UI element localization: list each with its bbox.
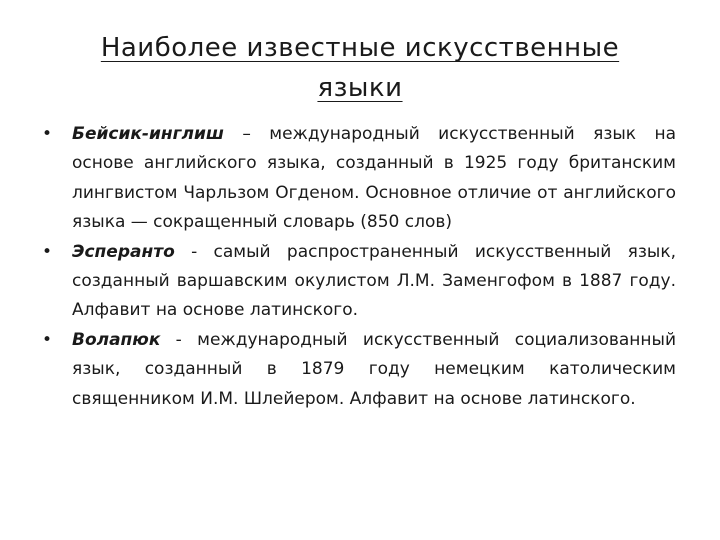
term-basic-english: Бейсик-инглиш bbox=[72, 124, 224, 144]
definition-basic-english: – международный искусственный язык на основе английского языка, созданный в 1925 году британским лингвистом Чарльзом Огденом. Основное отличие от английского языка — сокращенный словарь (850 слов) bbox=[72, 124, 676, 233]
list-item-esperanto bbox=[40, 238, 676, 326]
bullet-icon: • bbox=[42, 124, 53, 144]
definition-volapuk: - международный искусственный социализованный язык, созданный в 1879 году немецким католическим священником И.М. Шлейером. Алфавит на основе латинского. bbox=[72, 329, 676, 409]
definition-esperanto: - самый распространенный искусственный язык, созданный варшавским окулистом Л.М. Заменгофом в 1887 году. Алфавит на основе латинского. bbox=[72, 241, 676, 321]
slide-title: Наиболее известные искусственные языки bbox=[100, 33, 620, 103]
term-volapuk: Волапюк bbox=[72, 329, 161, 350]
bullet-list bbox=[40, 120, 676, 414]
term-esperanto: Эсперанто bbox=[72, 241, 175, 262]
bullet-icon: • bbox=[42, 329, 53, 350]
bullet-icon: • bbox=[42, 241, 53, 262]
list-item-volapuk bbox=[40, 326, 676, 414]
list-item-basic-english bbox=[40, 120, 676, 238]
